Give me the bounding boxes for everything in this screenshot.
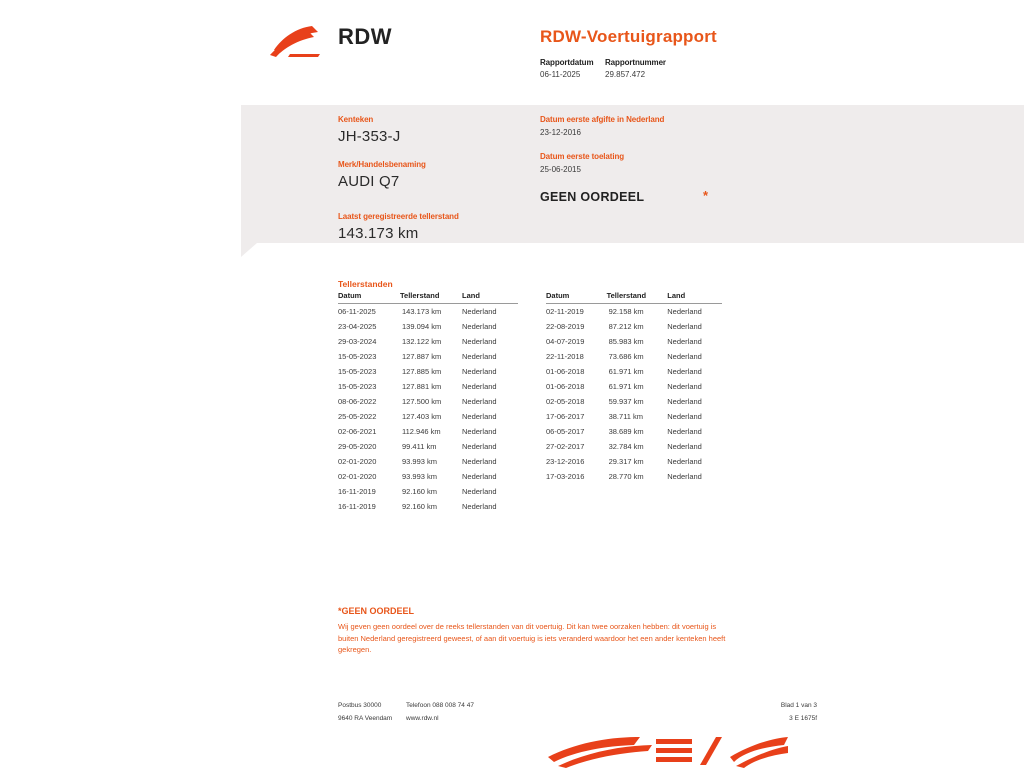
first-admission-label: Datum eerste toelating — [540, 152, 625, 161]
panel-left-column — [338, 115, 528, 190]
footer-form-code: 3 E 1675f — [789, 715, 817, 722]
tellerstanden-table-right — [546, 291, 722, 484]
cell-tellerstand: 132.122 km — [402, 337, 442, 346]
column-header-tellerstand: Tellerstand — [400, 291, 462, 304]
cell-datum: 16-11-2019 — [338, 502, 376, 511]
table-row — [338, 469, 518, 484]
cell-tellerstand: 127.887 km — [402, 352, 442, 361]
footer-address-line2: 9640 RA Veendam — [338, 715, 393, 722]
table-row — [546, 409, 722, 424]
footnote-body: Wij geven geen oordeel over de reeks tellerstanden van dit voertuig. Dit kan twee oorzaken hebben: dit voertuig is buiten Nederland geregistreerd geweest, of aan dit voertuig is iets veranderd waardoor het een ander kenteken heeft gekregen. — [338, 622, 726, 654]
cell-tellerstand: 87.212 km — [608, 322, 644, 331]
cell-tellerstand: 92.160 km — [402, 487, 438, 496]
table-row — [338, 394, 518, 409]
first-issue-value: 23-12-2016 — [540, 128, 581, 137]
table-row — [338, 304, 518, 320]
panel-mileage-block — [338, 212, 459, 242]
cell-datum: 06-11-2025 — [338, 307, 376, 316]
report-date-value: 06-11-2025 — [540, 70, 581, 79]
table-row — [546, 469, 722, 484]
tellerstanden-section-title: Tellerstanden — [338, 279, 393, 289]
cell-land: Nederland — [667, 337, 702, 346]
footer-website[interactable]: www.rdw.nl — [406, 715, 439, 722]
cell-tellerstand: 127.885 km — [402, 367, 442, 376]
cell-datum: 25-05-2022 — [338, 412, 377, 421]
cell-land: Nederland — [667, 427, 702, 436]
cell-land: Nederland — [462, 502, 497, 511]
cell-land: Nederland — [667, 382, 702, 391]
cell-land: Nederland — [667, 472, 702, 481]
table-row — [338, 319, 518, 334]
first-issue-label: Datum eerste afgifte in Nederland — [540, 115, 665, 124]
footnote-title — [338, 606, 414, 616]
merk-value: AUDI Q7 — [338, 173, 400, 190]
table-row — [338, 409, 518, 424]
bottom-swoosh-graphic-icon — [548, 735, 788, 768]
column-header-land: Land — [667, 291, 722, 304]
cell-land: Nederland — [462, 487, 497, 496]
cell-land: Nederland — [667, 457, 702, 466]
cell-datum: 02-01-2020 — [338, 472, 377, 481]
cell-datum: 27-02-2017 — [546, 442, 585, 451]
tellerstanden-table-left — [338, 291, 518, 514]
table-header-row — [338, 291, 518, 304]
table-row — [546, 304, 722, 320]
cell-tellerstand: 59.937 km — [608, 397, 644, 406]
cell-datum: 01-06-2018 — [546, 382, 585, 391]
table-row — [338, 499, 518, 514]
cell-land: Nederland — [462, 427, 497, 436]
table-row — [546, 424, 722, 439]
cell-tellerstand: 127.881 km — [402, 382, 442, 391]
cell-tellerstand: 92.158 km — [608, 307, 644, 316]
cell-land: Nederland — [462, 457, 497, 466]
footnote-title-text: GEEN OORDEEL — [341, 606, 415, 616]
cell-land: Nederland — [462, 367, 497, 376]
cell-land: Nederland — [462, 322, 497, 331]
cell-land: Nederland — [667, 352, 702, 361]
cell-land: Nederland — [667, 367, 702, 376]
cell-land: Nederland — [462, 382, 497, 391]
column-header-land: Land — [462, 291, 518, 304]
report-number-label: Rapportnummer — [605, 58, 666, 67]
panel-right-column — [540, 115, 760, 174]
column-header-tellerstand: Tellerstand — [607, 291, 668, 304]
kenteken-label: Kenteken — [338, 115, 374, 124]
last-mileage-label: Laatst geregistreerde tellerstand — [338, 212, 459, 221]
first-admission-value: 25-06-2015 — [540, 165, 581, 174]
table-row — [338, 424, 518, 439]
cell-datum: 04-07-2019 — [546, 337, 585, 346]
table-row — [546, 349, 722, 364]
cell-tellerstand: 61.971 km — [608, 382, 644, 391]
cell-land: Nederland — [462, 397, 497, 406]
table-header-row — [546, 291, 722, 304]
cell-datum: 06-05-2017 — [546, 427, 585, 436]
cell-land: Nederland — [462, 337, 497, 346]
table-row — [546, 394, 722, 409]
cell-tellerstand: 73.686 km — [608, 352, 644, 361]
cell-datum: 02-01-2020 — [338, 457, 377, 466]
column-header-datum: Datum — [338, 291, 400, 304]
table-row — [546, 454, 722, 469]
cell-land: Nederland — [462, 442, 497, 451]
table-row — [338, 439, 518, 454]
report-meta — [540, 58, 800, 79]
footer-address-line1: Postbus 30000 — [338, 702, 382, 709]
brand-wordmark: RDW — [338, 24, 393, 49]
cell-tellerstand: 32.784 km — [608, 442, 644, 451]
cell-land: Nederland — [462, 412, 497, 421]
table-row — [546, 364, 722, 379]
cell-tellerstand: 92.160 km — [402, 502, 438, 511]
cell-datum: 22-11-2018 — [546, 352, 584, 361]
footer-left — [338, 702, 733, 728]
cell-datum: 29-05-2020 — [338, 442, 377, 451]
cell-tellerstand: 29.317 km — [608, 457, 644, 466]
page-title: RDW-Voertuigrapport — [540, 27, 717, 46]
cell-tellerstand: 112.946 km — [402, 427, 441, 436]
rdw-swoosh-logo-icon — [268, 24, 328, 60]
cell-datum: 02-11-2019 — [546, 307, 584, 316]
cell-datum: 08-06-2022 — [338, 397, 377, 406]
cell-datum: 15-05-2023 — [338, 367, 377, 376]
cell-land: Nederland — [462, 472, 497, 481]
table-row — [546, 334, 722, 349]
cell-tellerstand: 139.094 km — [402, 322, 442, 331]
cell-land: Nederland — [667, 322, 702, 331]
table-row — [338, 379, 518, 394]
cell-datum: 17-03-2016 — [546, 472, 585, 481]
cell-datum: 02-06-2021 — [338, 427, 377, 436]
cell-tellerstand: 85.983 km — [608, 337, 644, 346]
report-number-value: 29.857.472 — [605, 70, 646, 79]
column-header-datum: Datum — [546, 291, 607, 304]
cell-tellerstand: 127.500 km — [402, 397, 442, 406]
cell-land: Nederland — [667, 397, 702, 406]
verdict-asterisk: * — [703, 188, 709, 203]
cell-datum: 23-04-2025 — [338, 322, 377, 331]
footer-phone: Telefoon 088 008 74 47 — [406, 702, 474, 709]
cell-tellerstand: 38.689 km — [608, 427, 644, 436]
merk-label: Merk/Handelsbenaming — [338, 160, 426, 169]
cell-datum: 01-06-2018 — [546, 367, 585, 376]
table-row — [338, 349, 518, 364]
table-row — [338, 484, 518, 499]
table-row — [338, 454, 518, 469]
table-row — [546, 319, 722, 334]
cell-tellerstand: 38.711 km — [608, 412, 644, 421]
cell-datum: 22-08-2019 — [546, 322, 585, 331]
footer-right — [697, 702, 817, 728]
cell-land: Nederland — [667, 412, 702, 421]
footnote-marker: * — [338, 606, 342, 616]
cell-land: Nederland — [667, 307, 702, 316]
cell-datum: 23-12-2016 — [546, 457, 585, 466]
cell-datum: 15-05-2023 — [338, 352, 377, 361]
cell-tellerstand: 61.971 km — [608, 367, 644, 376]
cell-datum: 16-11-2019 — [338, 487, 376, 496]
table-row — [546, 439, 722, 454]
cell-tellerstand: 127.403 km — [402, 412, 442, 421]
table-row — [338, 364, 518, 379]
report-date-label: Rapportdatum — [540, 58, 594, 67]
cell-tellerstand: 99.411 km — [402, 442, 437, 451]
cell-tellerstand: 93.993 km — [402, 472, 438, 481]
cell-land: Nederland — [667, 442, 702, 451]
kenteken-value: JH-353-J — [338, 128, 401, 145]
cell-datum: 02-05-2018 — [546, 397, 585, 406]
verdict-text: GEEN OORDEEL — [540, 190, 645, 204]
last-mileage-value: 143.173 km — [338, 225, 419, 242]
cell-tellerstand: 28.770 km — [608, 472, 644, 481]
footer-page-number: Blad 1 van 3 — [780, 702, 817, 709]
cell-tellerstand: 93.993 km — [402, 457, 438, 466]
table-row — [546, 379, 722, 394]
cell-datum: 29-03-2024 — [338, 337, 377, 346]
panel-corner-notch — [241, 243, 257, 257]
cell-land: Nederland — [462, 352, 497, 361]
table-row — [338, 334, 518, 349]
cell-land: Nederland — [462, 307, 497, 316]
cell-datum: 17-06-2017 — [546, 412, 585, 421]
cell-tellerstand: 143.173 km — [402, 307, 442, 316]
cell-datum: 15-05-2023 — [338, 382, 377, 391]
